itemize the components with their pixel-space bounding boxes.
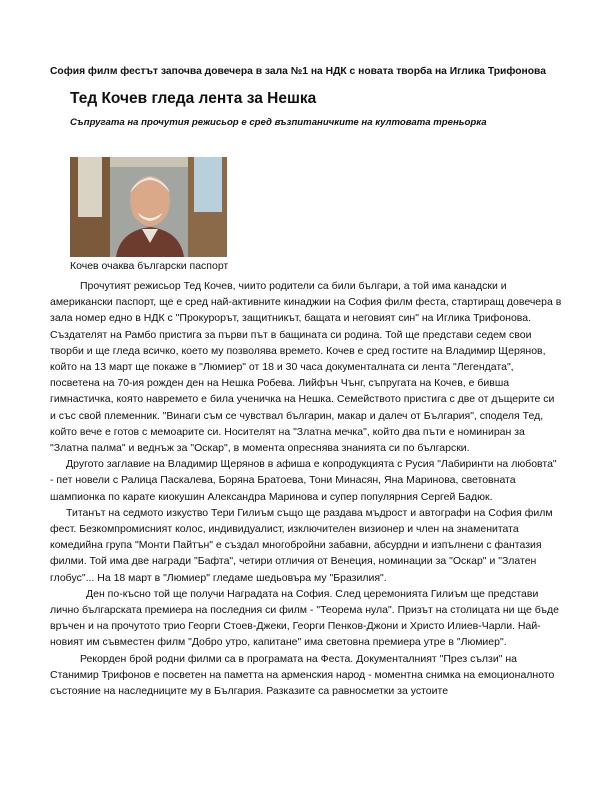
article-paragraph: Титанът на седмото изкуство Тери Гилиъм също ще раздава мъдрост и автографи на София филм фест. Безкомпромисният колос, индивидуалист, изключителен визионер и член на знаменитата комедийна група "Монти Пайтън" е създал многобройни забавни, абсурдни и изпълнени с фантазия филми. Той има две награди "Бафта", четири отличия от Венеция, номинации за "Оскар" и "Златен глобус"... На 18 март в "Люмиер" гледаме шедьовъра му "Бразилия". [50,506,553,584]
article-paragraph: Ден по-късно той ще получи Наградата на София. След церемонията Гилиъм ще представи лично българската премиера на последния си филм - "Теорема нула". Призът на столицата ни ще бъде връчен и на прочутото трио Георги Стоев-Джеки, Георги Пенков-Джони и Христо Илиев-Чарли. Най-новият им съвместен филм "Добро утро, капитане" има световна премиера утре в "Люмиер". [50,587,559,649]
article-kicker: София филм фестът започва довечера в зала №1 на НДК с новата творба на Иглика Трифонова [50,66,546,77]
article-body [50,278,562,699]
article-paragraph: Рекорден брой родни филми са в програмата на Феста. Документалният "През сълзи" на Станимир Трифонов е посветен на паметта на арменския народ - моментна снимка на емоционалното състояние на наследниците му в България. Разказите са равносметки за устоите [50,652,555,698]
portrait-photo-icon [70,157,227,257]
article-paragraph: Прочутият режисьор Тед Кочев, чиито родители са били българи, а той има канадски и американски паспорт, ще е сред най-активните кинаджии на София филм феста, стартиращ довечера в зала номер едно в НДК с "Прокурорът, защитникът, бащата и неговият син" на Иглика Трифонова. Създателят на Рамбо пристига за първи път в бащината си родина. Той ще представи седем свои творби и ще гледа всичко, което му позволява времето. Кочев е сред гостите на Владимир Щерянов, който на 13 март ще покаже в "Люмиер" от 18 и 30 часа документалната си лента "Легендата", посветена на 70-ия рожден ден на Нешка Робева. Лийфън Чънг, съпругата на Кочев, е бивша гимнастичка, която навремето е била ученичка на Нешка. Семейството пристига с две от дъщерите си и със свой племенник. "Винаги съм се чувствал българин, макар и далеч от България", споделя Тед, който вече е готов с мемоарите си. Носителят на "Златна мечка", който два пъти е номиниран за "Златна палма" и веднъж за "Оскар", в момента опреснява знанията си по български. [50,280,562,455]
article-subheadline: Съпругата на прочутия режисьор е сред възпитаничките на култовата треньорка [70,117,487,128]
article-headline: Тед Кочев гледа лента за Нешка [70,90,317,107]
article-paragraph: Другото заглавие на Владимир Щерянов в афиша е копродукцията с Русия "Лабиринти на любовта" - пет новели с Ралица Паскалева, Боряна Братоева, Тони Минасян, Яна Маринова, световната шампионка по карате киокушин Александра Маринова и супер популярния Сергей Бадюк. [50,458,557,503]
photo-caption: Кочев очаква български паспорт [70,260,229,272]
